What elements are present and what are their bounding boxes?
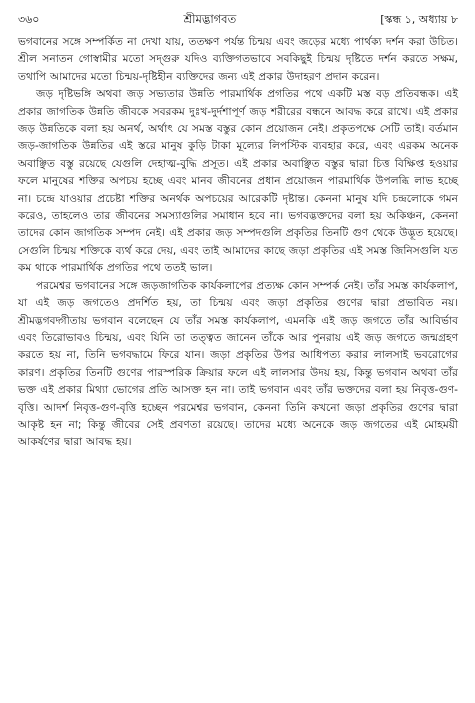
paragraph-1: ভগবানের সঙ্গে সম্পর্কিত না দেখা যায়, ততক্ষণ পর্যন্ত চিন্ময় এবং জড়ের মধ্যে পার্থক্য দর্শন করা উচিত। শ্রীল সনাতন গোস্বামীর মতো সদ্গুরু যদিও ব্যক্তিগতভাবে সবকিছুই চিন্ময় দৃষ্টিতে দর্শন করতে সক্ষম, তথাপি আমাদের মতো চিন্ময়-দৃষ্টিহীন ব্যক্তিদের জন্য এই প্রকার উদাহরণ প্রদান করেন। xyxy=(18,36,458,83)
page-header xyxy=(18,10,458,28)
section-reference: [স্কন্ধ ১, অধ্যায় ৮ xyxy=(380,13,458,26)
page-number: ৩৬০ xyxy=(18,13,40,26)
book-title: শ্রীমদ্ভাগবত xyxy=(183,12,237,26)
paragraph-3: পরমেশ্বর ভগবানের সঙ্গে জড়জাগতিক কার্যকলাপের প্রত্যক্ষ কোন সম্পর্ক নেই। তাঁর সমস্ত কার্যকলাপ, যা এই জড় জগতেও প্রদর্শিত হয়, তা চিন্ময় এবং জড়া প্রকৃতির গুণের দ্বারা প্রভাবিত নয়। শ্রীমদ্ভগবদ্গীতায় ভগবান বলেছেন যে তাঁর সমস্ত কার্যকলাপ, এমনকি এই জড় জগতে তাঁর আবির্ভাব এবং তিরোভাবও চিন্ময়, এবং যিনি তা তত্ত্বত জানেন তাঁকে আর পুনরায় এই জড় জগতে জন্মগ্রহণ করতে হয় না, তিনি ভগবদ্ধামে ফিরে যান। জড়া প্রকৃতির উপর আধিপত্য করার লালসাই ভবরোগের কারণ। প্রকৃতির তিনটি গুণের পারস্পরিক ক্রিয়ার ফলে এই লালসার উদয় হয়, কিন্তু ভগবান অথবা তাঁর ভক্ত এই প্রকার মিথ্যা ভোগের প্রতি আসক্ত হন না। তাই ভগবান এবং তাঁর ভক্তদের বলা হয় নিবৃত্ত-গুণ-বৃত্তি। আদর্শ নিবৃত্ত-গুণ-বৃত্তি হচ্ছেন পরমেশ্বর ভগবান, কেননা তিনি কখনো জড়া প্রকৃতির গুণের দ্বারা আকৃষ্ট হন না; কিন্তু জীবের সেই প্রবণতা রয়েছে। তাদের মধ্যে অনেকে জড় জগতের এই মোহময়ী আকর্ষণের দ্বারা আবদ্ধ হয়। xyxy=(18,279,458,449)
paragraph-2: জড় দৃষ্টিভঙ্গি অথবা জড় সভ্যতার উন্নতি পারমার্থিক প্রগতির পথে একটি মস্ত বড় প্রতিবন্ধক। এই প্রকার জাগতিক উন্নতি জীবকে সবরকম দুঃখ-দুর্দশাপূর্ণ জড় শরীরের বন্ধনে আবদ্ধ করে রাখে। এই প্রকার জড় উন্নতিকে বলা হয় অনর্থ, অর্থাৎ যে সমস্ত বস্তুর কোন প্রয়োজন নেই। প্রকৃতপক্ষে সেটি তাই। বর্তমান জড়-জাগতিক উন্নতির এই স্তরে মানুষ কুড়ি টাকা মূল্যের লিপস্টিক ব্যবহার করে, এবং এরকম অনেক অবাঞ্ছিত বস্তু রয়েছে যেগুলি দেহাত্ম-বুদ্ধি প্রসূত। এই প্রকার অবাঞ্ছিত বস্তুর দ্বারা চিত্ত বিক্ষিপ্ত হওয়ার ফলে মানুষের শক্তির অপচয় হচ্ছে এবং মানব জীবনের প্রধান প্রয়োজন পারমার্থিক উপলব্ধি লাভ হচ্ছে না। চন্দ্রে যাওয়ার প্রচেষ্টা শক্তির অনর্থক অপচয়ের আরেকটি দৃষ্টান্ত। কেননা মানুষ যদি চন্দ্রলোকে গমন করেও, তাহলেও তার জীবনের সমস্যাগুলির সমাধান হবে না। ভগবদ্ভক্তদের বলা হয় অকিঞ্চন, কেননা তাদের কোন জাগতিক সম্পদ নেই। এই প্রকার জড় সম্পদগুলি প্রকৃতির তিনটি গুণ থেকে উদ্ভূত হয়েছে। সেগুলি চিন্ময় শক্তিকে ব্যর্থ করে দেয়, এবং তাই আমাদের কাছে জড়া প্রকৃতির এই সমস্ত জিনিসগুলি যত কম থাকে পারমার্থিক প্রগতির পথে ততই ভাল। xyxy=(18,88,458,275)
book-page xyxy=(18,10,458,694)
